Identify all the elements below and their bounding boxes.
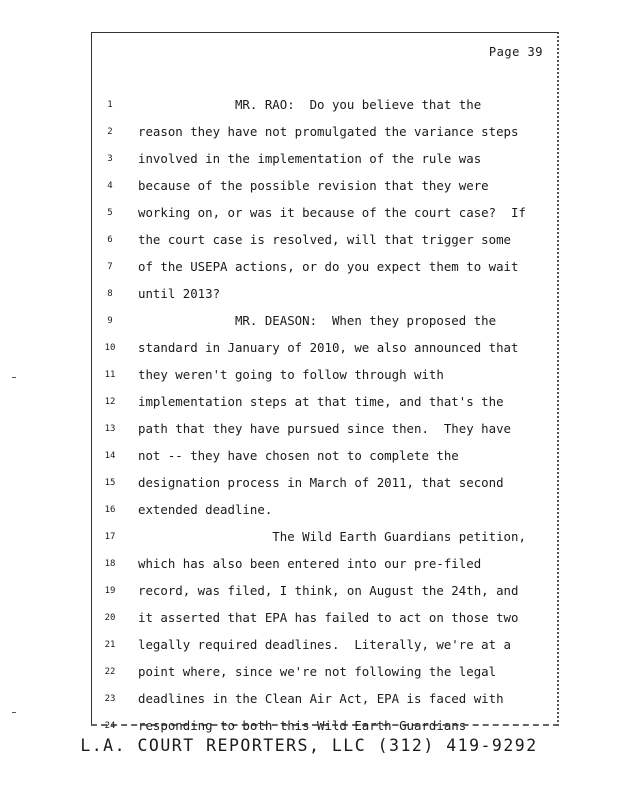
transcript-line	[92, 340, 557, 367]
line-number: 13	[104, 424, 116, 434]
line-number: 19	[104, 586, 116, 596]
transcript-line	[92, 502, 557, 529]
transcript-line	[92, 691, 557, 718]
transcript-line	[92, 556, 557, 583]
transcript-line	[92, 394, 557, 421]
transcript-line	[92, 151, 557, 178]
line-number: 14	[104, 451, 116, 461]
line-text: extended deadline.	[138, 502, 273, 517]
line-text: which has also been entered into our pre-filed	[138, 556, 482, 571]
line-number: 5	[107, 208, 113, 218]
line-text: point where, since we're not following the legal	[138, 664, 497, 679]
transcript-line	[92, 259, 557, 286]
line-number: 2	[107, 127, 113, 137]
transcript-line	[92, 583, 557, 610]
transcript-line	[92, 313, 557, 340]
line-number: 1	[107, 100, 113, 110]
line-text: deadlines in the Clean Air Act, EPA is faced with	[138, 691, 504, 706]
line-text: record, was filed, I think, on August the 24th, and	[138, 583, 519, 598]
reporter-footer: L.A. COURT REPORTERS, LLC (312) 419-9292	[80, 736, 538, 755]
line-text: the court case is resolved, will that trigger some	[138, 232, 511, 247]
transcript-line	[92, 205, 557, 232]
line-number: 6	[107, 235, 113, 245]
transcript-line	[92, 529, 557, 556]
line-text: The Wild Earth Guardians petition,	[138, 529, 526, 544]
scan-mark	[12, 377, 16, 378]
transcript-line	[92, 475, 557, 502]
line-text: implementation steps at that time, and that's the	[138, 394, 504, 409]
line-number: 16	[104, 505, 116, 515]
line-text: working on, or was it because of the court case? If	[138, 205, 526, 220]
page-number: Page 39	[488, 45, 543, 59]
line-text: they weren't going to follow through with	[138, 367, 444, 382]
line-number: 8	[107, 289, 113, 299]
transcript-line	[92, 421, 557, 448]
line-number: 17	[104, 532, 116, 542]
transcript-line	[92, 97, 557, 124]
line-number: 21	[104, 640, 116, 650]
line-text: it asserted that EPA has failed to act on those two	[138, 610, 519, 625]
line-text: involved in the implementation of the rule was	[138, 151, 482, 166]
transcript-line	[92, 286, 557, 313]
transcript-line	[92, 448, 557, 475]
transcript-line	[92, 232, 557, 259]
line-number: 11	[104, 370, 116, 380]
line-number: 20	[104, 613, 116, 623]
line-number: 18	[104, 559, 116, 569]
transcript-line	[92, 664, 557, 691]
line-number: 24	[104, 721, 116, 731]
line-text: MR. RAO: Do you believe that the	[138, 97, 482, 112]
transcript-line	[92, 178, 557, 205]
line-number: 3	[107, 154, 113, 164]
line-text: path that they have pursued since then. They have	[138, 421, 511, 436]
transcript-line	[92, 124, 557, 151]
line-number: 12	[104, 397, 116, 407]
line-number: 10	[104, 343, 116, 353]
line-number: 23	[104, 694, 116, 704]
line-text: of the USEPA actions, or do you expect them to wait	[138, 259, 519, 274]
transcript-page	[91, 32, 559, 733]
line-number: 15	[104, 478, 116, 488]
line-text: until 2013?	[138, 286, 221, 301]
line-text: not -- they have chosen not to complete the	[138, 448, 459, 463]
line-number: 22	[104, 667, 116, 677]
line-text: responding to both this Wild Earth Guardians	[138, 718, 467, 733]
scan-mark	[12, 712, 16, 713]
line-text: designation process in March of 2011, that second	[138, 475, 504, 490]
transcript-line	[92, 367, 557, 394]
line-text: because of the possible revision that they were	[138, 178, 489, 193]
line-text: legally required deadlines. Literally, we're at a	[138, 637, 511, 652]
transcript-line	[92, 610, 557, 637]
transcript-line	[92, 637, 557, 664]
line-text: reason they have not promulgated the variance steps	[138, 124, 519, 139]
line-number: 4	[107, 181, 113, 191]
line-number: 9	[107, 316, 113, 326]
line-text: MR. DEASON: When they proposed the	[138, 313, 497, 328]
line-number: 7	[107, 262, 113, 272]
line-text: standard in January of 2010, we also announced that	[138, 340, 519, 355]
